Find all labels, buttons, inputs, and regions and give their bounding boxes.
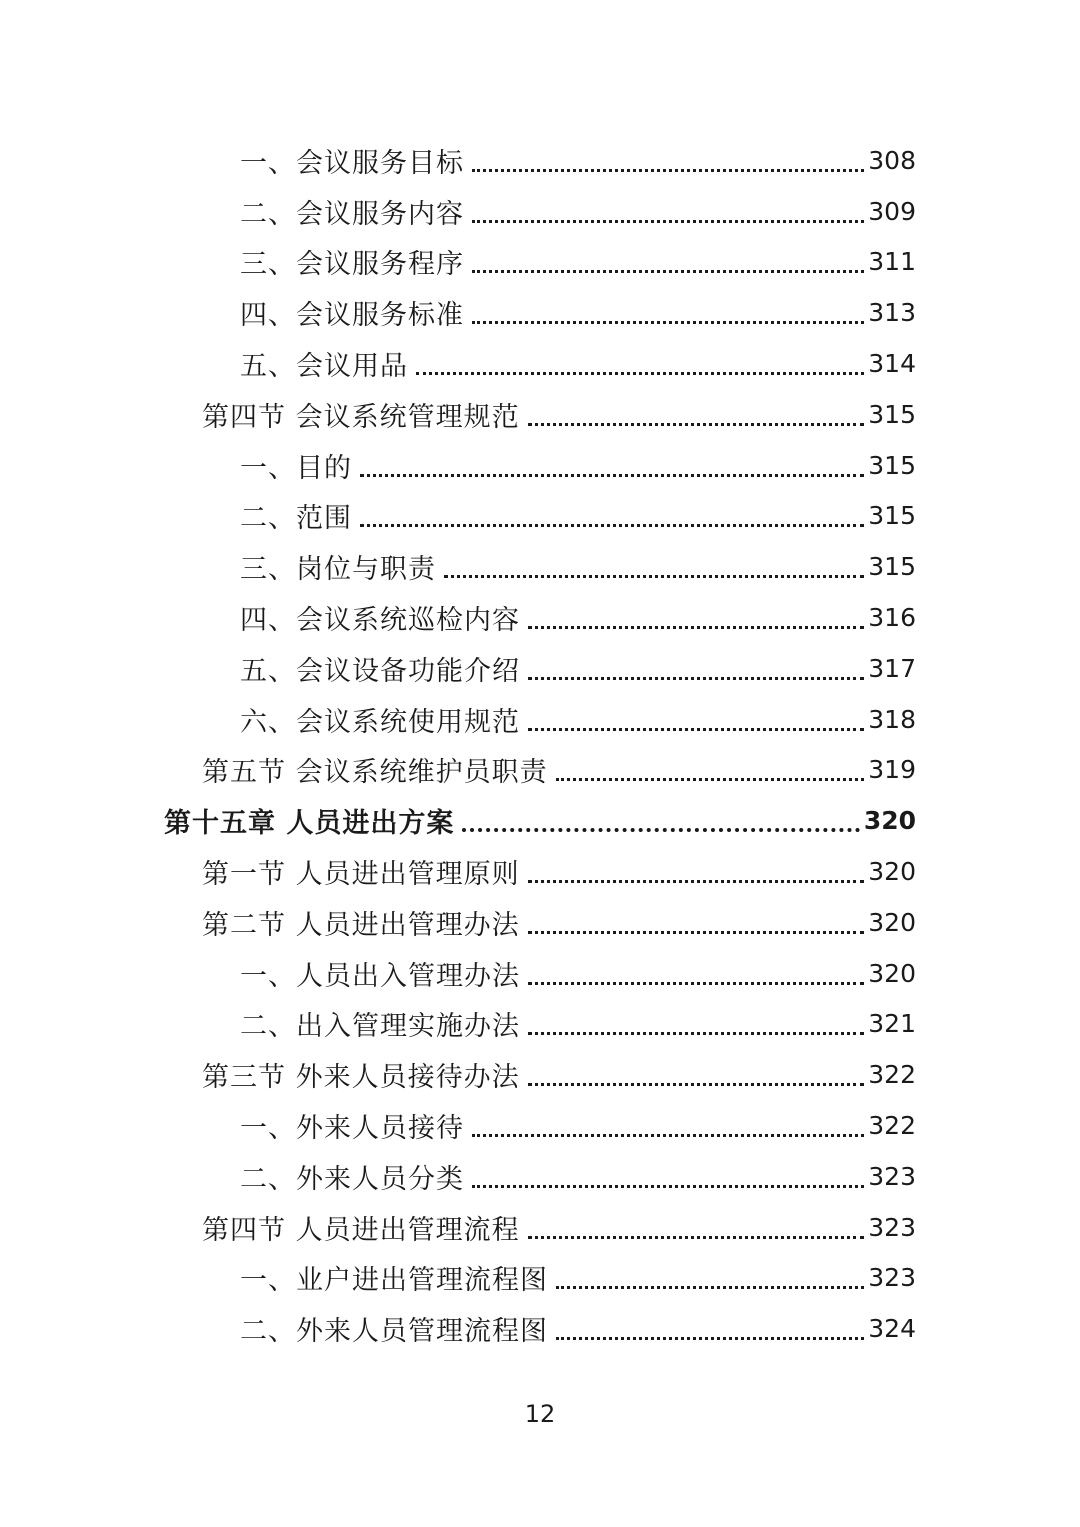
toc-entry-title: 四、会议服务标准 (240, 300, 464, 332)
dot-leader (528, 423, 865, 426)
dot-leader (472, 1134, 864, 1137)
toc-entry-title: 第五节 会议系统维护员职责 (202, 757, 548, 789)
toc-subsection-entry[interactable] (0, 440, 1080, 491)
toc-entry-page-number: 322 (868, 1111, 916, 1141)
toc-entry-title: 一、目的 (240, 452, 352, 484)
toc-section-entry[interactable] (0, 1202, 1080, 1253)
toc-entry-page-number: 321 (868, 1009, 916, 1039)
toc-entry-page-number: 314 (868, 349, 916, 379)
dot-leader (416, 372, 864, 375)
dot-leader (528, 982, 864, 985)
dot-leader (462, 828, 859, 832)
toc-entry-title: 二、外来人员管理流程图 (240, 1316, 548, 1348)
toc-subsection-entry[interactable] (0, 135, 1080, 186)
toc-entry-page-number: 315 (868, 450, 916, 480)
toc-entry-title: 三、会议服务程序 (240, 249, 464, 281)
dot-leader (528, 931, 865, 934)
dot-leader (528, 728, 864, 731)
toc-subsection-entry[interactable] (0, 1303, 1080, 1354)
toc-entry-page-number: 320 (868, 857, 916, 887)
toc-entry-title: 二、会议服务内容 (240, 198, 464, 230)
toc-entry-title: 第二节 人员进出管理办法 (202, 909, 520, 941)
toc-entry-page-number: 318 (868, 704, 916, 734)
toc-subsection-entry[interactable] (0, 237, 1080, 288)
toc-section-entry[interactable] (0, 846, 1080, 897)
toc-entry-title: 第一节 人员进出管理原则 (202, 859, 520, 891)
dot-leader (556, 1286, 864, 1289)
toc-entry-page-number: 308 (868, 145, 916, 175)
toc-entry-title: 第四节 会议系统管理规范 (202, 401, 520, 433)
toc-entry-title: 四、会议系统巡检内容 (240, 605, 520, 637)
toc-subsection-entry[interactable] (0, 592, 1080, 643)
toc-subsection-entry[interactable] (0, 999, 1080, 1050)
toc-section-entry[interactable] (0, 1049, 1080, 1100)
dot-leader (528, 1236, 865, 1239)
toc-entry-title: 第三节 外来人员接待办法 (202, 1062, 520, 1094)
table-of-contents (0, 135, 1080, 1354)
toc-entry-title: 二、外来人员分类 (240, 1163, 464, 1195)
dot-leader (556, 1337, 864, 1340)
dot-leader (528, 626, 864, 629)
dot-leader (528, 880, 865, 883)
toc-entry-title: 五、会议设备功能介绍 (240, 655, 520, 687)
toc-entry-title: 第十五章 人员进出方案 (164, 808, 455, 840)
toc-entry-page-number: 320 (868, 958, 916, 988)
toc-subsection-entry[interactable] (0, 287, 1080, 338)
toc-subsection-entry[interactable] (0, 694, 1080, 745)
dot-leader (360, 524, 864, 527)
toc-subsection-entry[interactable] (0, 948, 1080, 999)
toc-entry-page-number: 323 (868, 1263, 916, 1293)
toc-entry-title: 一、会议服务目标 (240, 147, 464, 179)
toc-entry-title: 五、会议用品 (240, 351, 408, 383)
toc-subsection-entry[interactable] (0, 338, 1080, 389)
toc-entry-page-number: 319 (868, 755, 916, 785)
dot-leader (528, 1083, 865, 1086)
toc-section-entry[interactable] (0, 897, 1080, 948)
toc-entry-title: 六、会议系统使用规范 (240, 706, 520, 738)
dot-leader (556, 778, 865, 781)
toc-entry-page-number: 324 (868, 1314, 916, 1344)
page-number: 12 (524, 1400, 556, 1428)
toc-subsection-entry[interactable] (0, 1151, 1080, 1202)
toc-subsection-entry[interactable] (0, 186, 1080, 237)
toc-entry-page-number: 322 (868, 1060, 916, 1090)
toc-entry-title: 二、出入管理实施办法 (240, 1011, 520, 1043)
toc-entry-title: 第四节 人员进出管理流程 (202, 1214, 520, 1246)
toc-subsection-entry[interactable] (0, 1100, 1080, 1151)
toc-entry-page-number: 315 (868, 399, 916, 429)
toc-subsection-entry[interactable] (0, 643, 1080, 694)
toc-section-entry[interactable] (0, 389, 1080, 440)
dot-leader (360, 474, 864, 477)
dot-leader (444, 575, 864, 578)
toc-entry-page-number: 309 (868, 196, 916, 226)
dot-leader (472, 321, 864, 324)
toc-entry-page-number: 315 (868, 501, 916, 531)
toc-entry-page-number: 323 (868, 1212, 916, 1242)
dot-leader (472, 169, 864, 172)
toc-entry-page-number: 316 (868, 603, 916, 633)
toc-entry-page-number: 315 (868, 552, 916, 582)
toc-entry-title: 一、外来人员接待 (240, 1113, 464, 1145)
toc-entry-page-number: 317 (868, 653, 916, 683)
toc-entry-title: 三、岗位与职责 (240, 554, 436, 586)
toc-entry-page-number: 311 (868, 247, 916, 277)
dot-leader (472, 1185, 864, 1188)
dot-leader (472, 270, 864, 273)
toc-chapter-entry[interactable] (0, 795, 1080, 846)
toc-entry-title: 一、业户进出管理流程图 (240, 1265, 548, 1297)
toc-subsection-entry[interactable] (0, 491, 1080, 542)
toc-subsection-entry[interactable] (0, 541, 1080, 592)
toc-entry-title: 一、人员出入管理办法 (240, 960, 520, 992)
toc-section-entry[interactable] (0, 745, 1080, 796)
toc-entry-title: 二、范围 (240, 503, 352, 535)
dot-leader (528, 1032, 864, 1035)
dot-leader (472, 220, 864, 223)
dot-leader (528, 677, 864, 680)
toc-entry-page-number: 323 (868, 1161, 916, 1191)
toc-entry-page-number: 320 (863, 806, 916, 836)
toc-subsection-entry[interactable] (0, 1253, 1080, 1304)
toc-entry-page-number: 313 (868, 298, 916, 328)
toc-entry-page-number: 320 (868, 907, 916, 937)
